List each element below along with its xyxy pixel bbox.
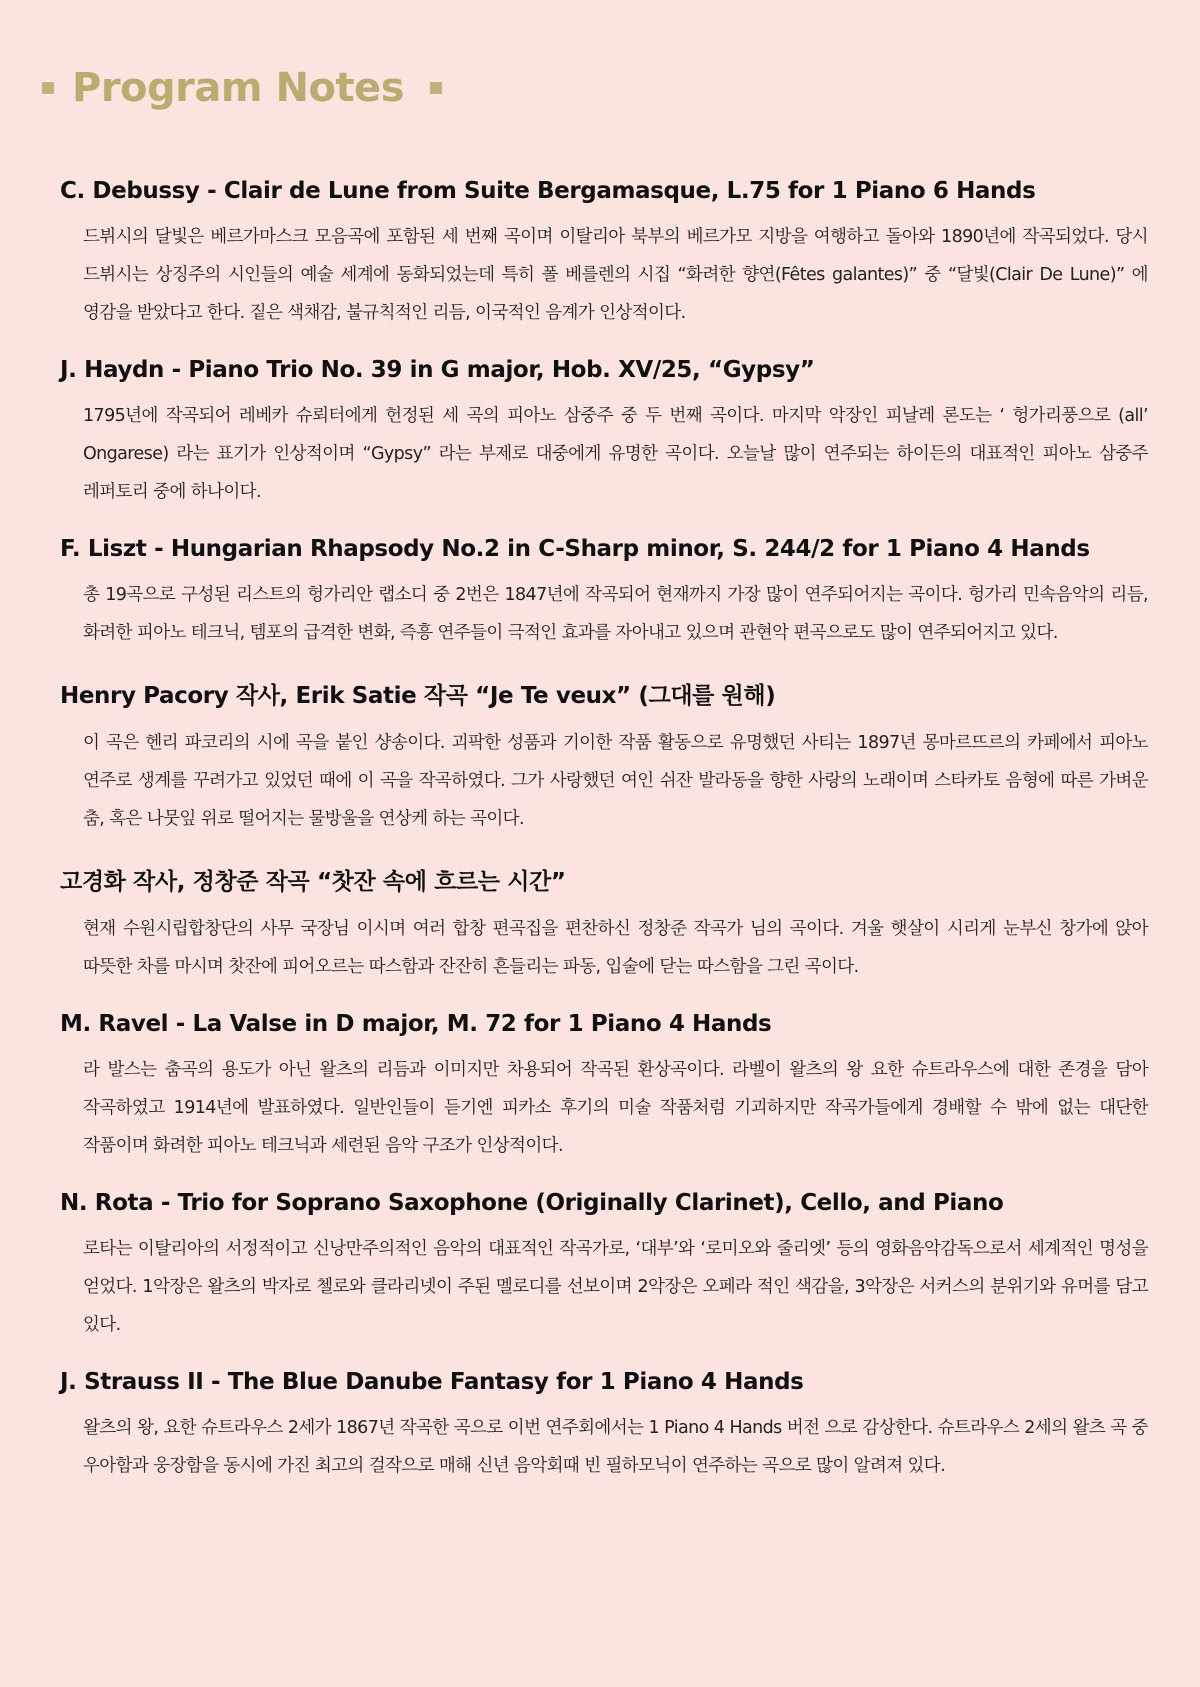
piece-description: 이 곡은 헨리 파코리의 시에 곡을 붙인 샹송이다. 괴팍한 성품과 기이한 작품 활동으로 유명했던 사티는 1897년 몽마르뜨르의 카페에서 피아노 연주로 생계를 꾸려가고 있었던 때에 이 곡을 작곡하였다. 그가 사랑했던 여인 쉬잔 발라동을 향한 사랑의 노래이며 스타카토 음형에 따른 가벼운 춤, 혹은 나뭇잎 위로 떨어지는 물방울을 연상케 하는 곡이다. <box>83 733 1148 829</box>
piece-haydn <box>60 357 1148 511</box>
piece-description: 1795년에 작곡되어 레베카 슈뢰터에게 헌정된 세 곡의 피아노 삼중주 중 두 번째 곡이다. 마지막 악장인 피날레 론도는 ‘ 헝가리풍으로 (all’ Ongarese) 라는 표기가 인상적이며 “Gypsy” 라는 부제로 대중에게 유명한 곡이다. 오늘날 많이 연주되는 하이든의 대표적인 피아노 삼중주 레퍼토리 중에 하나이다. <box>83 406 1148 502</box>
piece-strauss <box>60 1369 1148 1485</box>
page-header <box>42 58 1148 118</box>
piece-debussy <box>60 178 1148 332</box>
piece-title: N. Rota - Trio for Soprano Saxophone (Originally Clarinet), Cello, and Piano <box>60 1190 1004 1216</box>
piece-title: F. Liszt - Hungarian Rhapsody No.2 in C-Sharp minor, S. 244/2 for 1 Piano 4 Hands <box>60 536 1090 562</box>
piece-jung <box>60 863 1148 986</box>
piece-title: J. Strauss II - The Blue Danube Fantasy for 1 Piano 4 Hands <box>60 1369 804 1395</box>
piece-rota <box>60 1190 1148 1344</box>
piece-ravel <box>60 1011 1148 1165</box>
piece-title: Henry Pacory 작사, Erik Satie 작곡 “Je Te veux” (그대를 원해) <box>60 683 776 709</box>
piece-description: 현재 수원시립합창단의 사무 국장님 이시며 여러 합창 편곡집을 편찬하신 정창준 작곡가 님의 곡이다. 겨울 햇살이 시리게 눈부신 창가에 앉아 따뜻한 차를 마시며 찻잔에 피어오르는 따스함과 잔잔히 흔들리는 파동, 입술에 닫는 따스함을 그린 곡이다. <box>83 919 1148 977</box>
piece-satie <box>60 677 1148 838</box>
square-bullet-icon <box>430 82 442 94</box>
piece-description: 로타는 이탈리아의 서정적이고 신낭만주의적인 음악의 대표적인 작곡가로, ‘대부’와 ‘로미오와 줄리엣’ 등의 영화음악감독으로서 세계적인 명성을 얻었다. 1악장은 왈츠의 박자로 첼로와 클라리넷이 주된 멜로디를 선보이며 2악장은 오페라 적인 색감을, 3악장은 서커스의 분위기와 유머를 담고 있다. <box>83 1239 1148 1335</box>
page-title: Program Notes <box>72 65 404 111</box>
piece-title: J. Haydn - Piano Trio No. 39 in G major, Hob. XV/25, “Gypsy” <box>60 357 815 383</box>
piece-list <box>60 178 1148 1485</box>
piece-title: C. Debussy - Clair de Lune from Suite Bergamasque, L.75 for 1 Piano 6 Hands <box>60 178 1036 204</box>
piece-title: 고경화 작사, 정창준 작곡 “찻잔 속에 흐르는 시간” <box>60 869 566 895</box>
square-bullet-icon <box>42 82 54 94</box>
piece-description: 왈츠의 왕, 요한 슈트라우스 2세가 1867년 작곡한 곡으로 이번 연주회에서는 1 Piano 4 Hands 버전 으로 감상한다. 슈트라우스 2세의 왈츠 곡 중 우아함과 웅장함을 동시에 가진 최고의 걸작으로 매해 신년 음악회때 빈 필하모닉이 연주하는 곡으로 많이 알려져 있다. <box>83 1418 1148 1476</box>
piece-title: M. Ravel - La Valse in D major, M. 72 for 1 Piano 4 Hands <box>60 1011 772 1037</box>
piece-liszt <box>60 536 1148 652</box>
piece-description: 총 19곡으로 구성된 리스트의 헝가리안 랩소디 중 2번은 1847년에 작곡되어 현재까지 가장 많이 연주되어지는 곡이다. 헝가리 민속음악의 리듬, 화려한 피아노 테크닉, 템포의 급격한 변화, 즉흥 연주들이 극적인 효과를 자아내고 있으며 관현악 편곡으로도 많이 연주되어지고 있다. <box>83 585 1148 643</box>
piece-description: 라 발스는 춤곡의 용도가 아닌 왈츠의 리듬과 이미지만 차용되어 작곡된 환상곡이다. 라벨이 왈츠의 왕 요한 슈트라우스에 대한 존경을 담아 작곡하였고 1914년에 발표하였다. 일반인들이 듣기엔 피카소 후기의 미술 작품처럼 기괴하지만 작곡가들에게 경배할 수 밖에 없는 대단한 작품이며 화려한 피아노 테크닉과 세련된 음악 구조가 인상적이다. <box>83 1060 1148 1156</box>
piece-description: 드뷔시의 달빛은 베르가마스크 모음곡에 포함된 세 번째 곡이며 이탈리아 북부의 베르가모 지방을 여행하고 돌아와 1890년에 작곡되었다. 당시 드뷔시는 상징주의 시인들의 예술 세계에 동화되었는데 특히 폴 베를렌의 시집 “화려한 향연(Fêtes galantes)” 중 “달빛(Clair De Lune)” 에 영감을 받았다고 한다. 짙은 색채감, 불규칙적인 리듬, 이국적인 음계가 인상적이다. <box>83 227 1148 323</box>
